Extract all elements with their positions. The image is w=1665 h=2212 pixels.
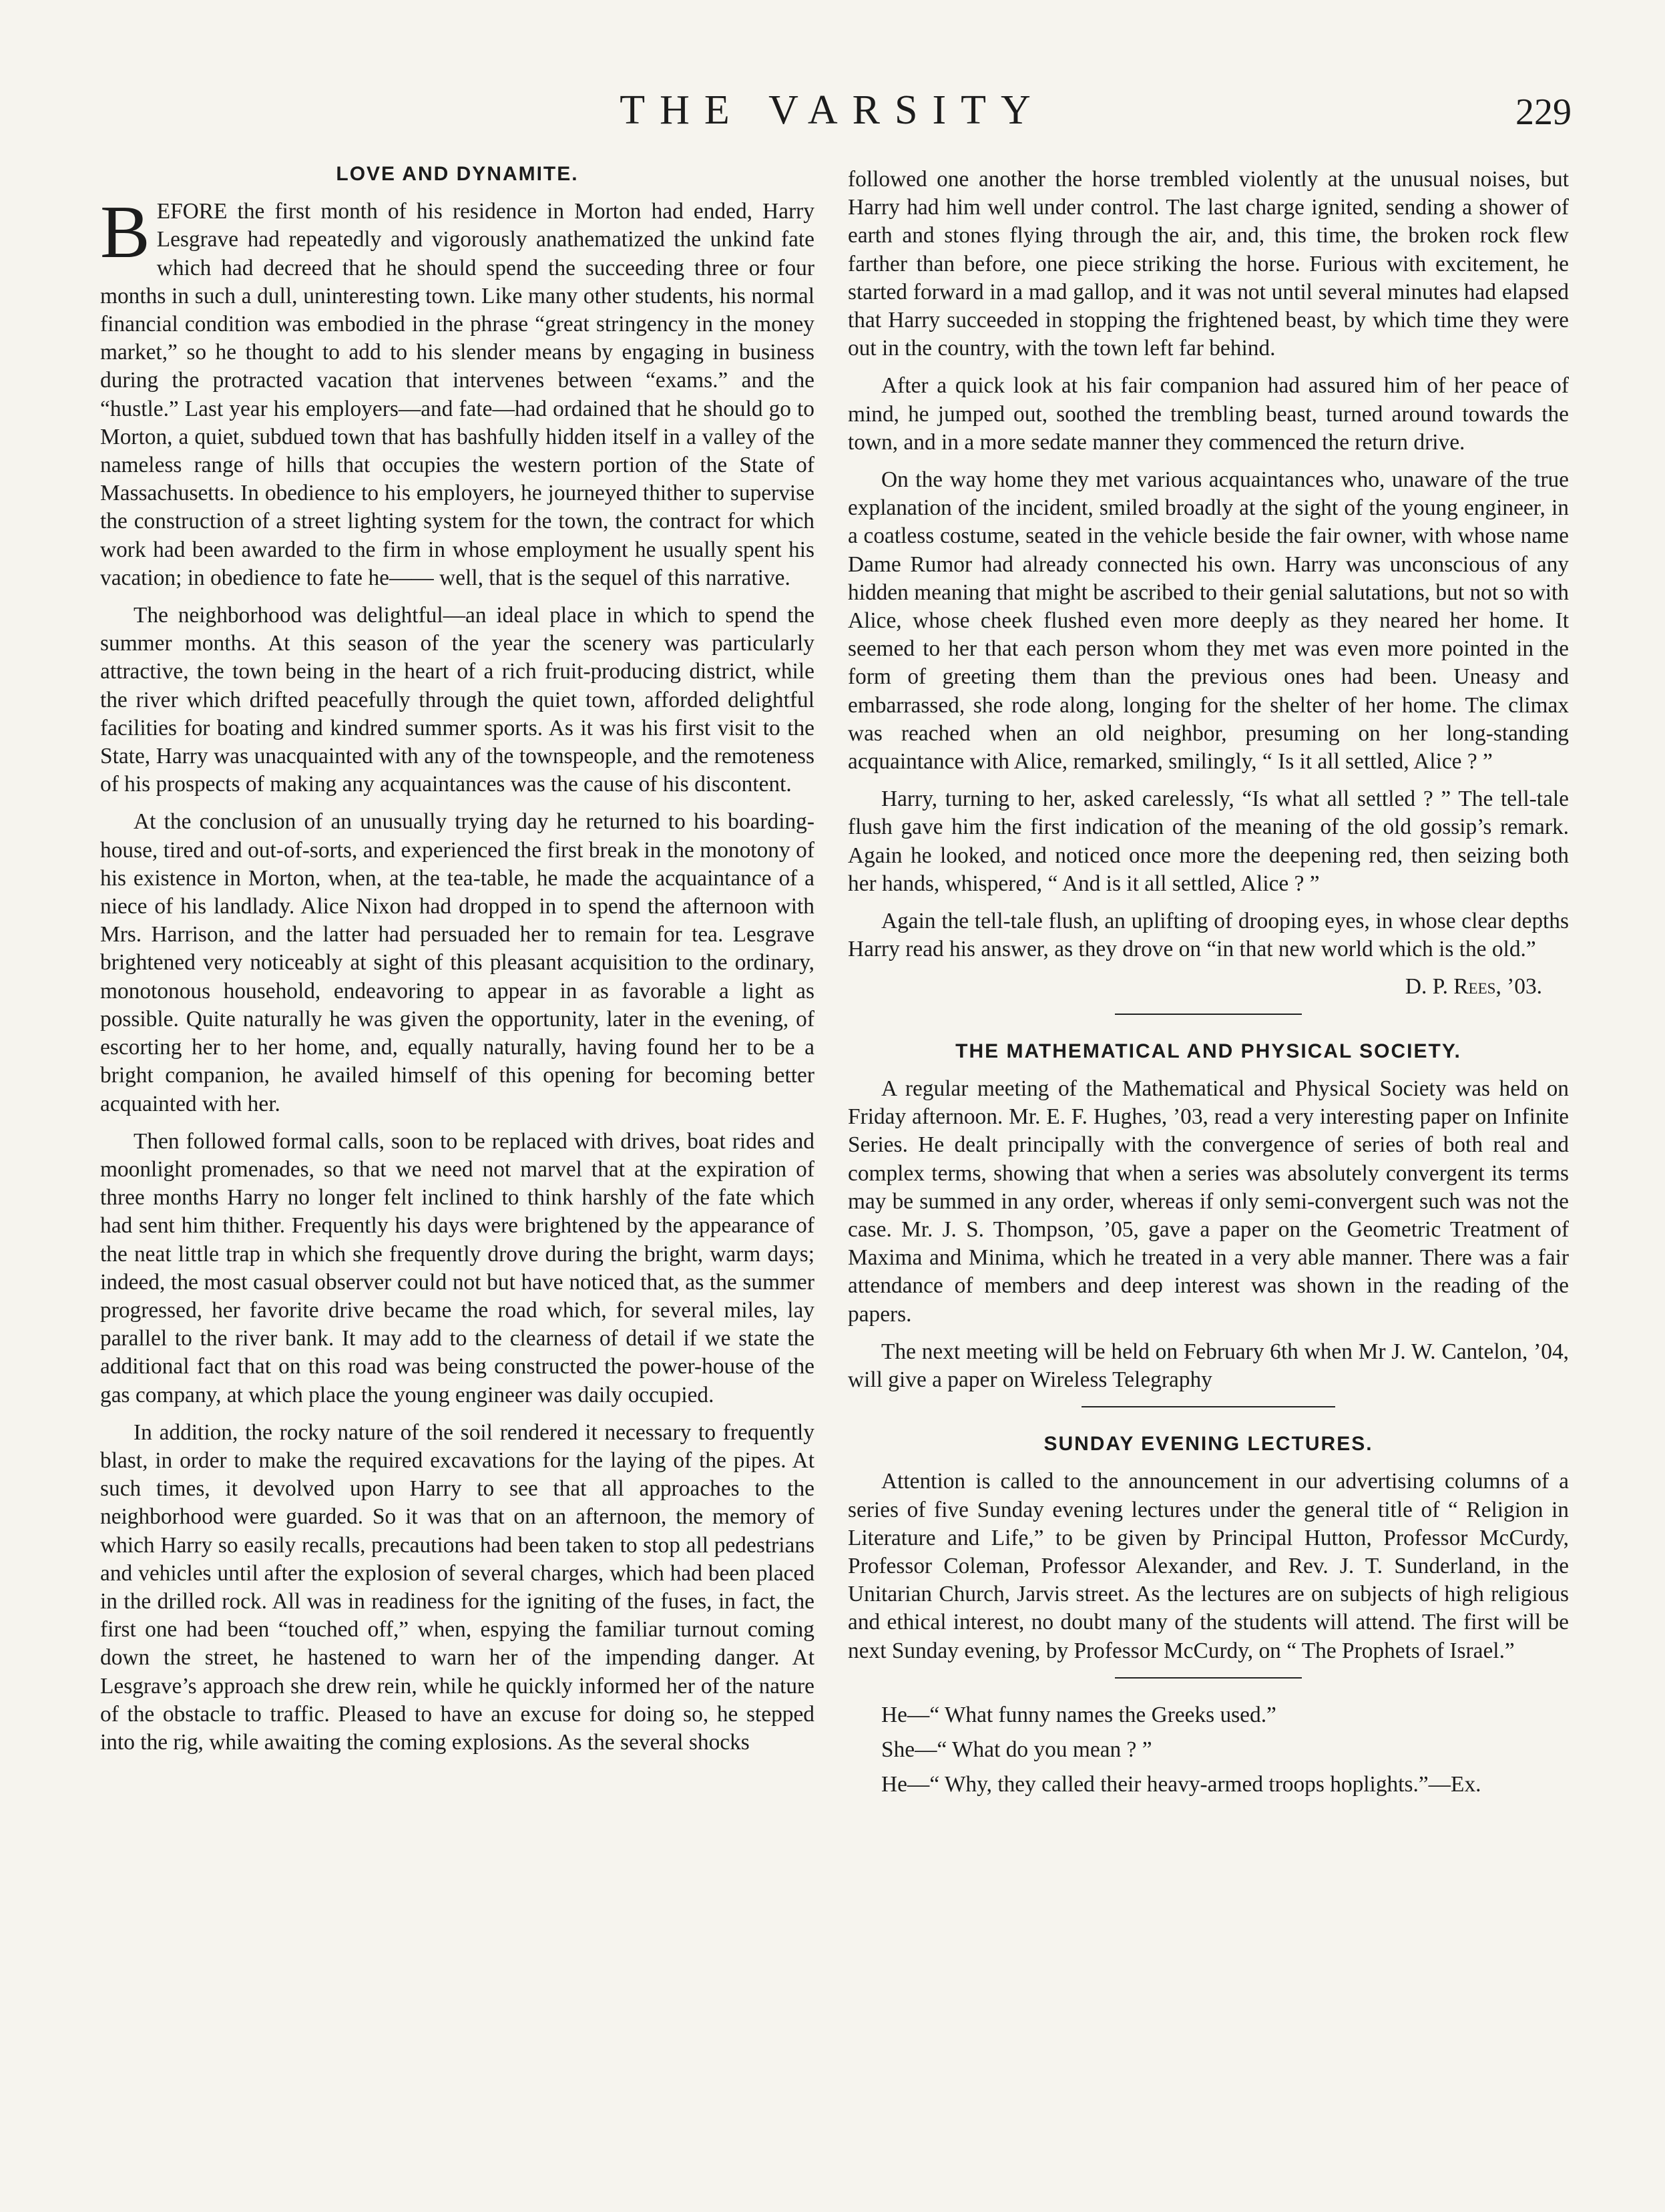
masthead <box>0 87 1665 140</box>
article-paragraph: On the way home they met various acquaintances who, unaware of the true explanation of the incident, smiled broadly at the sight of the young engineer, in a coatless costume, seated in the vehicle beside the fair owner, with whose name Dame Rumor had already connected his own. Harry was unconscious of any hidden meaning that might be ascribed to their genial salutations, but not so with Alice, whose cheek flushed even more deeply as they neared her home. It seemed to her that each person whom they met was even more pointed in the form of greeting them than the previous ones had been. Uneasy and embarrassed, she rode along, longing for the shelter of her home. The climax was reached when an old neighbor, presuming on her long-standing acquaintance with Alice, remarked, smilingly, “ Is it all settled, Alice ? ” <box>848 467 1569 775</box>
left-column <box>100 160 814 1766</box>
article-paragraph: followed one another the horse trembled violently at the unusual noises, but Harry had him well under control. The last charge ignited, sending a shower of earth and stones flying through the air, and, this time, the broken rock flew farther than before, one piece striking the horse. Furious with excitement, he started forward in a mad gallop, and it was not until several minutes had elapsed that Harry succeeded in stopping the frightened beast, by which time they were out in the country, with the town left far behind. <box>848 167 1569 361</box>
article-paragraph: The next meeting will be held on February 6th when Mr J. W. Cantelon, ’04, will give a paper on Wireless Telegraphy <box>848 1339 1569 1392</box>
joke-line: He—“ What funny names the Greeks used.” <box>881 1702 1276 1727</box>
article-paragraph: Attention is called to the announcement in our advertising columns of a series of five Sunday evening lectures under the general title of “ Religion in Literature and Life,” to be given by Principal Hutton, Professor McCurdy, Professor Coleman, Professor Alexander, and Rev. J. T. Sunderland, in the Unitarian Church, Jarvis street. As the lectures are on subjects of high religious and ethical interest, no doubt many of the students will attend. The first will be next Sunday evening, by Professor McCurdy, on “ The Prophets of Israel.” <box>848 1469 1569 1663</box>
drop-cap: B <box>100 191 150 274</box>
article-paragraph: A regular meeting of the Mathematical and Physical Society was held on Friday afternoon. Mr. E. F. Hughes, ’03, read a very interesting paper on Infinite Series. He dealt principally with the convergence of series of both real and complex terms, showing that when a series was absolutely convergent its terms may be summed in any order, whereas if only semi-convergent such was not the case. Mr. J. S. Thompson, ’05, gave a paper on the Geometric Treatment of Maxima and Minima, which he treated in a very able manner. There was a fair attendance of members and deep interest was shown in the reading of the papers. <box>848 1076 1569 1327</box>
page-number: 229 <box>1515 91 1572 133</box>
author-signature: D. P. Rees, ’03. <box>1405 974 1542 1000</box>
article-heading-love-and-dynamite: LOVE AND DYNAMITE. <box>336 163 579 185</box>
article-paragraph: In addition, the rocky nature of the soil rendered it necessary to frequently blast, in order to make the required excavations for the laying of the pipes. At such times, it devolved upon Harry to see that all approaches to the neighborhood were guarded. So it was that on an afternoon, the memory of which Harry so easily recalls, precautions had been taken to stop all pedestrians and vehicles until after the explosion of several charges, which had been placed in the drilled rock. All was in readiness for the igniting of the fuses, in fact, the first one had been “touched off,” when, espying the familiar turnout coming down the street, he hastened to warn her of the impending danger. At Lesgrave’s approach she drew rein, while he quickly informed her of the nature of the obstacle to traffic. Pleased to have an excuse for doing so, he stepped into the rig, while awaiting the coming explosions. As the several shocks <box>100 1419 814 1755</box>
article-heading-sunday-lectures: SUNDAY EVENING LECTURES. <box>1043 1433 1373 1456</box>
joke-line: She—“ What do you mean ? ” <box>881 1737 1152 1762</box>
section-divider <box>1082 1406 1335 1407</box>
paragraph-text: EFORE the first month of his residence in Morton had ended, Harry Lesgrave had repeatedly and vigorously anathematized the unkind fate which had decreed that he should spend the succeeding three or four months in such a dull, uninteresting town. Like many other students, his normal financial condition was embodied in the phrase “great stringency in the money market,” so he thought to add to his slender means by engaging in business during the protracted vacation that intervenes between “exams.” and the “hustle.” Last year his employers—and fate—had ordained that he should go to Morton, a quiet, subdued town that has bashfully hidden itself in a valley of the nameless range of hills that occupies the western portion of the State of Massachusetts. In obedience to his employers, he journeyed thither to supervise the construction of a street lighting system for the town, the contract for which work had been awarded to the firm in whose employment he usually spent his vacation; in obedience to fate he—— well, that is the sequel of this narrative. <box>100 199 814 590</box>
section-divider <box>1115 1677 1302 1679</box>
joke-block <box>848 1701 1569 1799</box>
article-paragraph: Then followed formal calls, soon to be replaced with drives, boat rides and moonlight promenades, so that we need not marvel that at the expiration of three months Harry no longer felt inclined to think harshly of the fate which had sent him thither. Frequently his days were brightened by the appearance of the neat little trap in which she frequently drove during the bright, warm days; indeed, the most casual observer could not but have noticed that, as the summer progressed, her favorite drive became the road which, for several miles, lay parallel to the river bank. It may add to the clearness of detail if we state the additional fact that on this road was being constructed the power-house of the gas company, at which place the young engineer was daily occupied. <box>100 1128 814 1407</box>
article-paragraph: After a quick look at his fair companion had assured him of her peace of mind, he jumped out, soothed the trembling beast, turned around towards the town, and in a more sedate manner they commenced the return drive. <box>848 373 1569 455</box>
article-paragraph: The neighborhood was delightful—an ideal place in which to spend the summer months. At this season of the year the scenery was particularly attractive, the town being in the heart of a rich fruit-producing district, while the river which drifted peacefully through the quiet town, afforded delightful facilities for boating and kindred summer sports. As it was his first visit to the State, Harry was unacquainted with any of the townspeople, and the remoteness of his prospects of making any acquaintances was the cause of his discontent. <box>100 603 814 797</box>
article-paragraph <box>100 191 814 592</box>
publication-title: THE VARSITY <box>620 87 1045 133</box>
section-divider <box>1115 1014 1302 1015</box>
right-column <box>848 166 1569 1805</box>
joke-line: He—“ Why, they called their heavy-armed troops hoplights.”—Ex. <box>881 1772 1481 1797</box>
article-paragraph: Harry, turning to her, asked carelessly, “Is what all settled ? ” The tell-tale flush gave him the first indication of the meaning of the old gossip’s remark. Again he looked, and noticed once more the deepening red, then seizing both her hands, whispered, “ And is it all settled, Alice ? ” <box>848 787 1569 896</box>
article-paragraph: At the conclusion of an unusually trying day he returned to his boarding-house, tired and out-of-sorts, and experienced the first break in the monotony of his existence in Morton, when, at the tea-table, he made the acquaintance of a niece of his landlady. Alice Nixon had dropped in to spend the afternoon with Mrs. Harrison, and the latter had persuaded her to remain for tea. Lesgrave brightened very noticeably at sight of this pleasant acquisition to the ordinary, monotonous household, endeavoring to appear in as favorable a light as possible. Quite naturally he was given the opportunity, later in the evening, of escorting her to her home, and, equally naturally, having found her to be a bright companion, he availed himself of this opening for becoming better acquainted with her. <box>100 809 814 1116</box>
article-paragraph: Again the tell-tale flush, an uplifting of drooping eyes, in whose clear depths Harry read his answer, as they drove on “in that new world which is the old.” <box>848 909 1569 962</box>
article-heading-mathematical-society: THE MATHEMATICAL AND PHYSICAL SOCIETY. <box>955 1040 1461 1062</box>
